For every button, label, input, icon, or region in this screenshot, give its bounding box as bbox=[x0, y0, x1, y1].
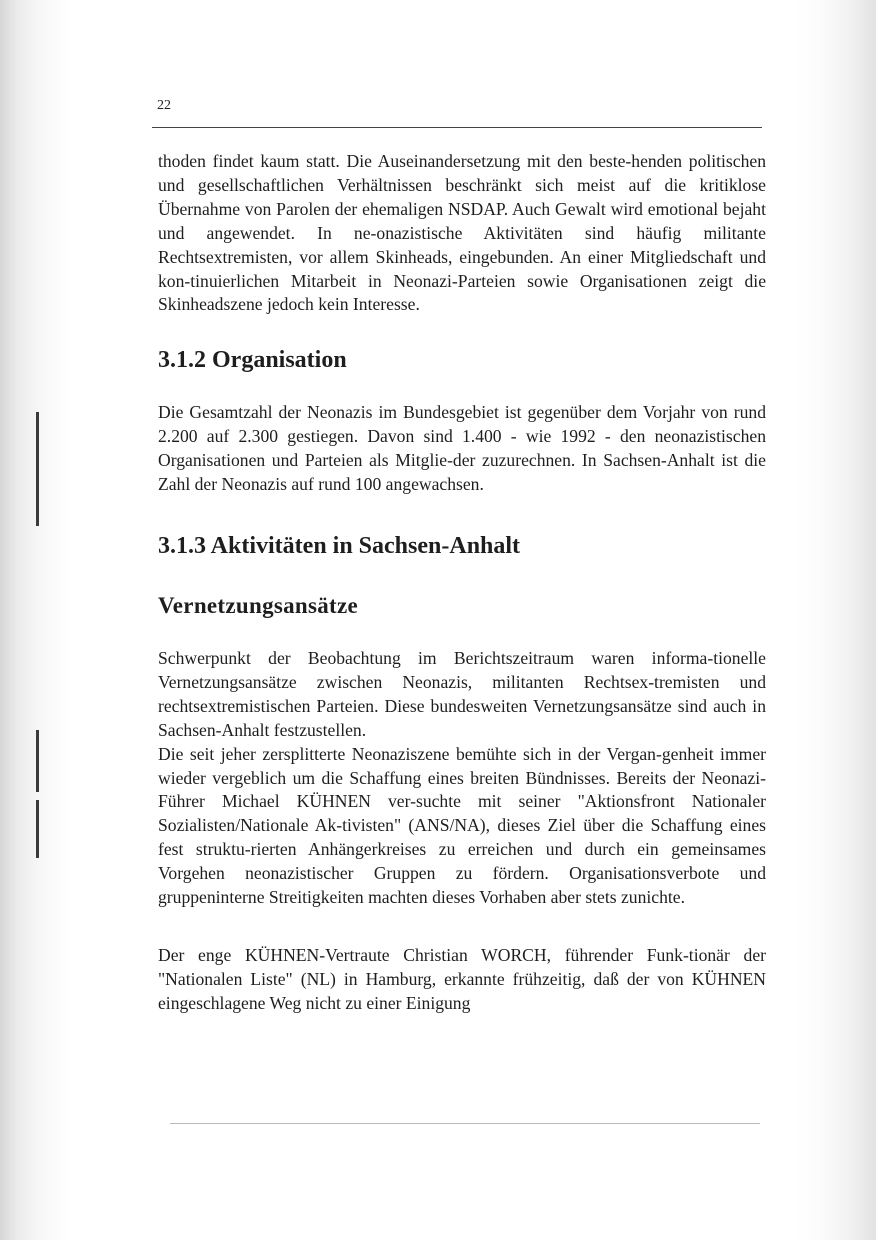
scan-edge-right bbox=[796, 0, 876, 1240]
page-body bbox=[158, 150, 766, 1016]
scan-edge-left bbox=[0, 0, 70, 1240]
paragraph-vernetzung-1: Schwerpunkt der Beobachtung im Berichtszeitraum waren informa-tionelle Vernetzungsansätze zwischen Neonazis, militanten Rechtsex-tremisten und rechtsextremistischen Parteien. Diese bundesweiten Vernetzungsansätze sind auch in Sachsen-Anhalt festzustellen. bbox=[158, 647, 766, 740]
margin-mark-top bbox=[36, 412, 39, 526]
heading-aktivitaeten: 3.1.3 Aktivitäten in Sachsen-Anhalt bbox=[158, 532, 521, 559]
paragraph-organisation: Die Gesamtzahl der Neonazis im Bundesgebiet ist gegenüber dem Vorjahr von rund 2.200 auf 2.300 gestiegen. Davon sind 1.400 - wie 1992 - den neonazistischen Organisationen und Parteien als Mitglie-der zuzurechnen. In Sachsen-Anhalt ist die Zahl der Neonazis auf rund 100 angewachsen. bbox=[158, 402, 766, 495]
footer-rule bbox=[170, 1123, 760, 1124]
paragraph-worch: Der enge KÜHNEN-Vertraute Christian WORCH, führender Funk-tionär der "Nationalen Liste" (NL) in Hamburg, erkannte frühzeitig, daß der von KÜHNEN eingeschlagene Weg nicht zu einer Einigung bbox=[158, 944, 766, 1013]
paragraph-vernetzung-2: Die seit jeher zersplitterte Neonaziszene bemühte sich in der Vergan-genheit immer wieder vergeblich um die Schaffung eines breiten Bündnisses. Bereits der Neonazi-Führer Michael KÜHNEN ver-suchte mit seiner "Aktionsfront Nationaler Sozialisten/Nationale Ak-tivisten" (ANS/NA), dieses Ziel über die Schaffung eines fest struktu-rierten Anhängerkreises zu erreichen und durch ein gemeinsames Vorgehen neonazistischer Gruppen zu fördern. Organisationsverbote und gruppeninterne Streitigkeiten machten dieses Vorhaben aber stets zunichte. bbox=[158, 743, 766, 908]
paragraph-intro: thoden findet kaum statt. Die Auseinandersetzung mit den beste-henden politischen und gesellschaftlichen Verhältnissen beschränkt sich meist auf die kritiklose Übernahme von Parolen der ehemaligen NSDAP. Auch Gewalt wird emotional bejaht und angewendet. In ne-onazistische Aktivitäten sind häufig militante Rechtsextremisten, vor allem Skinheads, eingebunden. An einer Mitgliedschaft und kon-tinuierlichen Mitarbeit in Neonazi-Parteien sowie Organisationen zeigt die Skinheadszene jedoch kein Interesse. bbox=[158, 151, 766, 315]
heading-organisation: 3.1.2 Organisation bbox=[158, 347, 347, 374]
heading-vernetzungsansaetze: Vernetzungsansätze bbox=[158, 592, 359, 618]
page-number: 22 bbox=[157, 98, 171, 113]
margin-mark-lower bbox=[36, 800, 39, 858]
header-rule bbox=[152, 127, 762, 128]
margin-mark-middle bbox=[36, 730, 39, 792]
